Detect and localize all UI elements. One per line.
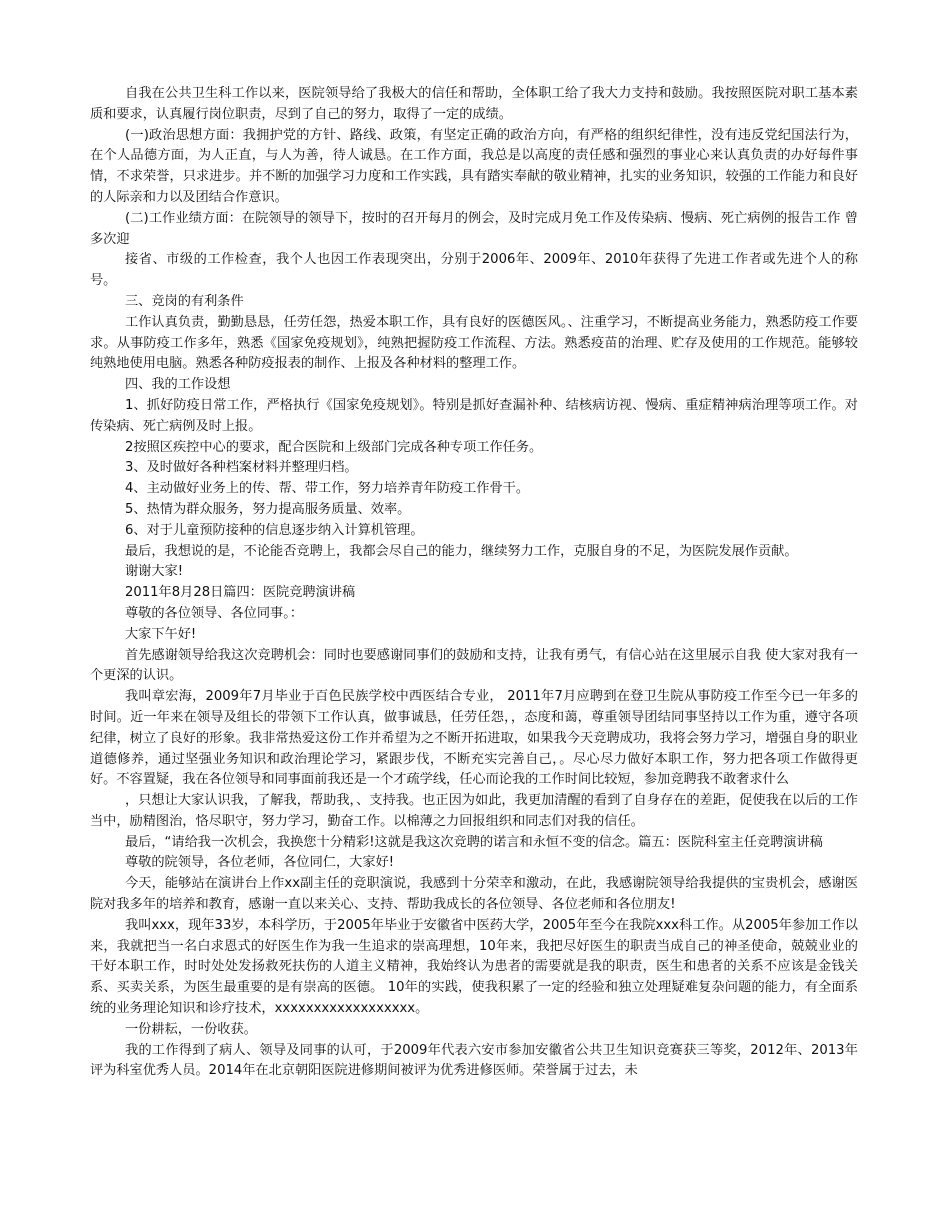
paragraph: 2011年8月28日篇四：医院竞聘演讲稿: [125, 585, 356, 601]
paragraph: 接省、市级的工作检查，我个人也因工作表现突出，分别于2006年、2009年、2010年获得了先进工作者或先进个人的称号。: [90, 252, 858, 289]
paragraph: 谢谢大家!: [125, 564, 184, 580]
list-item: 3、及时做好各种档案材料并整理归档。: [125, 460, 358, 476]
paragraph: 首先感谢领导给我这次竞聘机会：同时也要感谢同事们的鼓励和支持，让我有勇气，有信心站在这里展示自我 使大家对我有一个更深的认识。: [90, 647, 858, 684]
section-heading: 三、竞岗的有利条件: [125, 293, 244, 309]
paragraph: 我叫xxx，现年33岁，本科学历，于2005年毕业于安徽省中医药大学，2005年至今在我院xxx科工作。从2005年参加工作以来，我就把当一名白求恩式的好医生作为我一生追求的崇高理想，10年来，我把尽好医生的职责当成自己的神圣使命，兢兢业业的干好本职工作，时时处处发扬救死扶伤的人道主义精神，我始终认为患者的需要就是我的职责，医生和患者的关系不应该是金钱关系、买卖关系，为医生最重要的是有崇高的医德。 10年的实践，使我积累了一定的经验和独立处理疑难复杂问题的能力，有全面系统的业务理论知识和诊疗技术，xxxxxxxxxxxxxxxxxx。: [90, 917, 858, 1017]
salutation: 尊敬的院领导，各位老师，各位同仁，大家好!: [125, 855, 395, 871]
paragraph: 自我在公共卫生科工作以来，医院领导给了我极大的信任和帮助，全体职工给了我大力支持和鼓励。我按照医院对职工基本素质和要求，认真履行岗位职责，尽到了自己的努力，取得了一定的成绩。: [90, 86, 858, 122]
greeting: 大家下午好!: [125, 626, 197, 642]
paragraph: 最后，我想说的是，不论能否竞聘上，我都会尽自己的能力，继续努力工作，克服自身的不足，为医院发展作贡献。: [125, 543, 798, 559]
paragraph: 今天，能够站在演讲台上作xx副主任的竞职演说，我感到十分荣幸和激动，在此，我感谢院领导给我提供的宝贵机会，感谢医院对我多年的培养和教育，感谢一直以来关心、支持、帮助我成长的各位领导、各位老师和各位朋友!: [90, 876, 858, 913]
list-item: 4、主动做好业务上的传、帮、带工作，努力培养青年防疫工作骨干。: [125, 481, 530, 497]
list-item: 2按照区疾控中心的要求，配合医院和上级部门完成各种专项工作任务。: [125, 439, 543, 455]
list-item: 5、热情为群众服务，努力提高服务质量、效率。: [125, 501, 411, 517]
paragraph: (二)工作业绩方面：在院领导的领导下，按时的召开每月的例会，及时完成月免工作及传染病、慢病、死亡病例的报告工作 曾多次迎: [90, 210, 858, 247]
paragraph: ，只想让大家认识我，了解我，帮助我，、支持我。也正因为如此，我更加清醒的看到了自身存在的差距，促使我在以后的工作当中，励精图治，恪尽职守，努力学习，勤奋工作。以棉薄之力回报组织和同志们对我的信任。: [90, 793, 858, 829]
section-heading: 四、我的工作设想: [125, 377, 231, 393]
list-item: 1、抓好防疫日常工作，严格执行《国家免疫规划》。特别是抓好查漏补种、结核病访视、慢病、重症精神病治理等项工作。对传染病、死亡病例及时上报。: [90, 397, 858, 434]
paragraph: 一份耕耘，一份收获。: [125, 1021, 257, 1037]
paragraph: 工作认真负责，勤勤恳恳，任劳任怨，热爱本职工作，具有良好的医德医风。、注重学习，不断提高业务能力，熟悉防疫工作要求。从事防疫工作多年，熟悉《国家免疫规划》，纯熟把握防疫工作流程、方法。熟悉疫苗的治理、贮存及使用的工作规范。能够较纯熟地使用电脑。熟悉各种防疫报表的制作、上报及各种材料的整理工作。: [90, 314, 858, 372]
paragraph: (一)政治思想方面：我拥护党的方针、路线、政策，有坚定正确的政治方向，有严格的组织纪律性，没有违反党纪国法行为，在个人品德方面，为人正直，与人为善，待人诚恳。在工作方面，我总是以高度的责任感和强烈的事业心来认真负责的办好每件事情，不求荣誉，只求进步。并不断的加强学习力度和工作实践，具有踏实奉献的敬业精神，扎实的业务知识，较强的工作能力和良好的人际亲和力以及团结合作意识。: [90, 127, 858, 205]
paragraph: 我叫章宏海，2009年7月毕业于百色民族学校中西医结合专业， 2011年7月应聘到在登卫生院从事防疫工作至今已一年多的时间。近一年来在领导及组长的带领下工作认真，做事诚恳，任劳任怨，，态度和蔼，尊重领导团结同事坚持以工作为重，遵守各项纪律，树立了良好的形象。我非常热爱这份工作并希望为之不断开拓进取，如果我今天竞聘成功，我将会努力学习，增强自身的职业道德修养，通过坚强业务知识和政治理论学习，紧跟步伐，不断充实完善自己，。尽心尽力做好本职工作，努力把各项工作做得更好。不容置疑，我在各位领导和同事面前我还是一个才疏学线，任心而论我的工作时间比较短，参加竞聘我不敢奢求什么: [90, 689, 858, 788]
salutation: 尊敬的各位领导、各位同事。：: [125, 605, 304, 621]
paragraph: 最后，“请给我一次机会，我换您十分精彩!这就是我这次竞聘的诺言和永恒不变的信念。篇五：医院科室主任竞聘演讲稿: [125, 834, 823, 850]
paragraph: 我的工作得到了病人、领导及同事的认可，于2009年代表六安市参加安徽省公共卫生知识竞赛获三等奖，2012年、2013年评为科室优秀人员。2014年在北京朝阳医院进修期间被评为优秀进修医师。荣誉属于过去，未: [90, 1042, 858, 1079]
list-item: 6、对于儿童预防接种的信息逐步纳入计算机管理。: [125, 522, 424, 538]
